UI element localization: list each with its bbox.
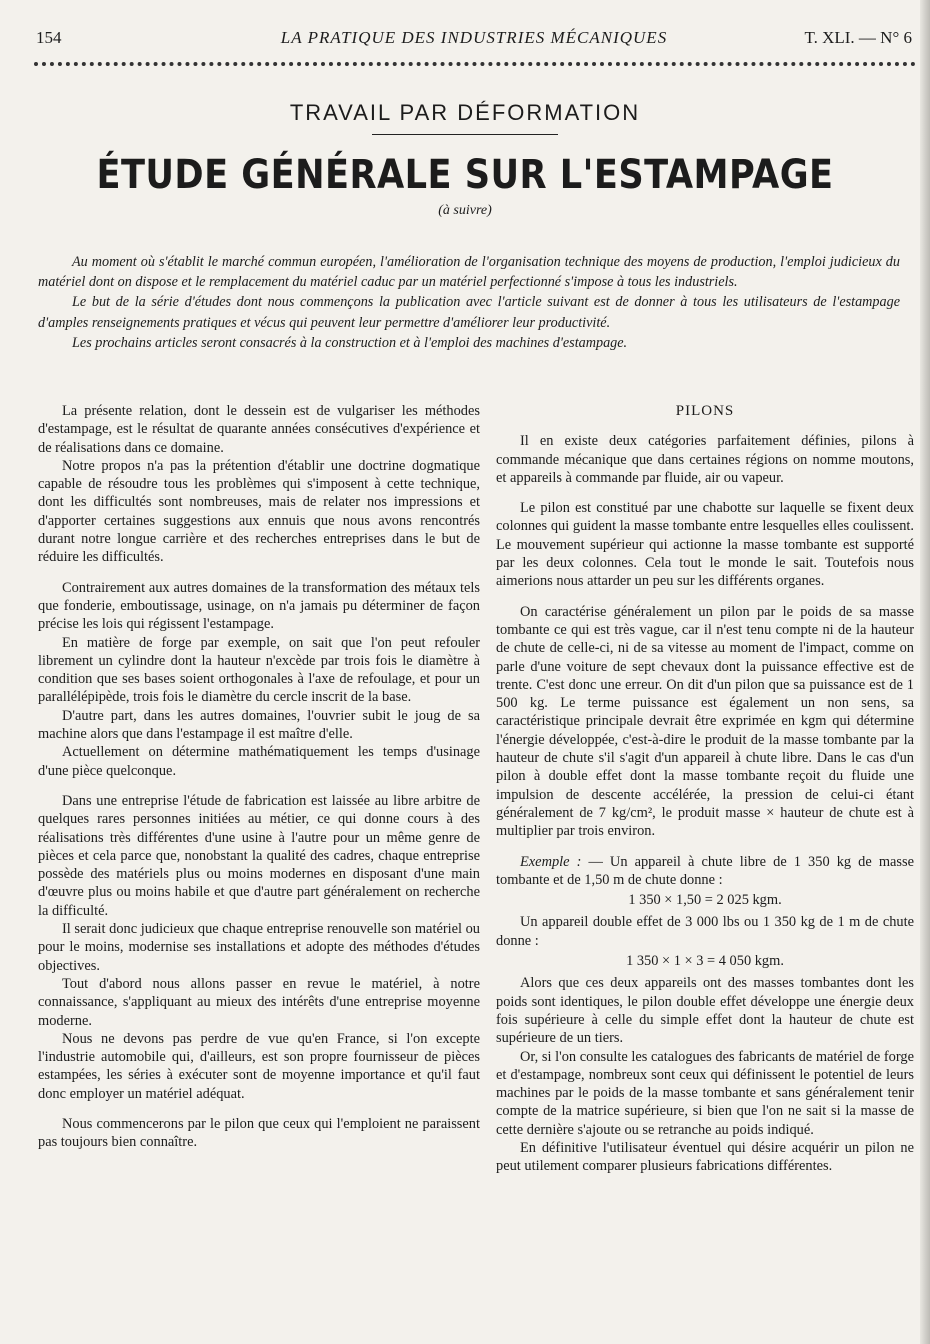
- journal-title: LA PRATIQUE DES INDUSTRIES MÉCANIQUES: [280, 28, 668, 47]
- example-text: — Un appareil à chute libre de 1 350 kg de masse tombante et de 1,50 m de chute donne :: [496, 853, 914, 888]
- section-title-underline: [372, 134, 558, 135]
- right-column: [496, 402, 914, 1176]
- body-paragraph: La présente relation, dont le dessein est de vulgariser les méthodes d'estampage, est le résultat de quarante années consécutives d'expérience et de réalisations dans ce domaine.: [38, 403, 480, 456]
- page-number: 154: [36, 28, 62, 47]
- body-paragraph: D'autre part, dans les autres domaines, l'ouvrier subit le joug de sa machine alors que dans l'estampage il est maître d'elle.: [38, 707, 480, 743]
- intro-block: [38, 252, 900, 353]
- running-header: [36, 28, 912, 54]
- body-paragraph: On caractérise généralement un pilon par le poids de sa masse tombante ce qui est très vague, car il n'est tenu compte ni de la hauteur de chute de celle-ci, ni de sa vitesse au moment de l'impact, comme on parle d'une voiture de sept chevaux dont la puissance effective est de trente. C'est donc une erreur. On dit d'un pilon que sa puissance est de 1 500 kg. Le terme puissance est également un non sens, sa caractéristique principale devrait être exprimée en kgm qui détermine l'énergie développée, c'est-à-dire le produit de la masse tombante par la hauteur de chute s'il s'agit d'un appareil à chute libre. Dans le cas d'un pilon à double effet dont la masse tombante reçoit du fluide une impulsion de descente accélérée, la pression de celui-ci étant généralement de 7 kg/cm², le produit masse × hauteur de chute est à multiplier par trois environ.: [496, 603, 914, 840]
- intro-paragraph: Au moment où s'établit le marché commun européen, l'amélioration de l'organisation technique des moyens de production, l'emploi judicieux du matériel dont on dispose et le remplacement du matériel caduc par un matériel perfectionné s'impose à tous les industriels.: [38, 254, 900, 291]
- body-paragraph: Actuellement on détermine mathématiquement les temps d'usinage d'une pièce quelconque.: [38, 744, 480, 779]
- formula: 1 350 × 1 × 3 = 4 050 kgm.: [626, 953, 784, 970]
- intro-paragraph: Le but de la série d'études dont nous commençons la publication avec l'article suivant est de donner à tous les utilisateurs de l'estampage d'amples renseignements pratiques et vécus qui peuvent leur permettre d'améliorer leur productivité.: [38, 294, 900, 331]
- body-paragraph: En matière de forge par exemple, on sait que l'on peut refouler librement un cylindre dont la hauteur n'excède par trois fois le diamètre à condition que ses bases soient orthogonales à l'axe de refoulage, et pour un parallélépipède, trois fois le diamètre du cercle inscrit de la base.: [38, 634, 480, 706]
- body-paragraph: En définitive l'utilisateur éventuel qui désire acquérir un pilon ne peut utilement comparer plusieurs fabrications différentes.: [496, 1139, 914, 1175]
- section-title: TRAVAIL PAR DÉFORMATION: [289, 100, 641, 125]
- body-paragraph: Alors que ces deux appareils ont des masses tombantes dont les poids sont identiques, le pilon double effet développe une énergie deux fois supérieure à celle du simple effet dont la hauteur de chute est supérieure de un tiers.: [496, 975, 914, 1047]
- body-paragraph: Tout d'abord nous allons passer en revue le matériel, à notre connaissance, s'appliquant au mieux des intérêts d'une entreprise moyenne moderne.: [38, 975, 480, 1029]
- section-heading-pilons: PILONS: [675, 403, 735, 419]
- page-edge-shadow: [920, 0, 930, 1344]
- body-paragraph: Un appareil double effet de 3 000 lbs ou 1 350 kg de 1 m de chute donne :: [496, 914, 914, 949]
- formula: 1 350 × 1,50 = 2 025 kgm.: [628, 892, 782, 909]
- left-column: [38, 402, 480, 1152]
- example-label: Exemple :: [520, 853, 582, 870]
- body-paragraph: Dans une entreprise l'étude de fabrication est laissée au libre arbitre de quelques rares personnes initiées au métier, ce qui donne cours à des réalisations très différentes d'une usine à l'autre pour un même genre de pièces et cela parce que, nonobstant la qualité des cadres, chaque entreprise possède des matériels plus ou moins modernes en disposant d'une main d'œuvre plus ou moins habile et que d'autre part généralement on recherche la difficulté.: [38, 792, 480, 919]
- body-paragraph: Il serait donc judicieux que chaque entreprise renouvelle son matériel ou pour le moins, modernise ses installations et adopte des méthodes d'études objectives.: [38, 921, 480, 974]
- intro-paragraph: Les prochains articles seront consacrés à la construction et à l'emploi des machines d'estampage.: [72, 334, 628, 351]
- volume-number: T. XLI. — N° 6: [804, 28, 912, 47]
- body-paragraph: Or, si l'on consulte les catalogues des fabricants de matériel de forge et d'estampage, nombreux sont ceux qui définissent le potentiel de leurs machines par le poids de la masse tombante et sans généralement tenir compte de la matrice supérieure, si bien que l'on ne sait si la masse de cette dernière s'ajoute ou se retranche au poids indiqué.: [496, 1048, 914, 1138]
- body-paragraph: Nous commencerons par le pilon que ceux qui l'emploient ne paraissent pas toujours bien connaître.: [38, 1115, 480, 1151]
- article-title: ÉTUDE GÉNÉRALE SUR L'ESTAMPAGE: [96, 152, 834, 198]
- example-paragraph: [496, 853, 914, 890]
- article-subtitle: (à suivre): [438, 203, 492, 218]
- body-paragraph: Nous ne devons pas perdre de vue qu'en France, si l'on excepte l'industrie automobile qui, d'ailleurs, est son propre fournisseur de pièces estampées, les séries à exécuter sont de moyenne importance et qu'il faut donc employer un matériel adéquat.: [38, 1030, 480, 1102]
- body-paragraph: Il en existe deux catégories parfaitement définies, pilons à commande mécanique que dans certaines régions on nomme moutons, et appareils à commande par fluide, air ou vapeur.: [496, 433, 914, 486]
- body-paragraph: Notre propos n'a pas la prétention d'établir une doctrine dogmatique capable de résoudre tous les problèmes qui s'imposent à cette technique, dont les difficultés sont nombreuses, mais de relater nos impressions et d'apporter certaines suggestions aux ennuis que nous avons rencontrés durant notre longue carrière et des recherches entreprises dans le but de réduire les difficultés.: [38, 457, 480, 566]
- header-dotted-rule: [34, 62, 916, 66]
- body-paragraph: Le pilon est constitué par une chabotte sur laquelle se fixent deux colonnes qui guident la masse tombante entre lesquelles elles coulissent. Le mouvement supérieur qui actionne la masse tombante est supporté par les deux colonnes. Cela tout le monde le sait. Toutefois nous aimerions nous attarder un peu sur les différents organes.: [496, 500, 914, 590]
- body-paragraph: Contrairement aux autres domaines de la transformation des métaux tels que fonderie, emboutissage, usinage, on n'a jamais pu déterminer de façon précise les lois qui régissent l'estampage.: [38, 579, 480, 633]
